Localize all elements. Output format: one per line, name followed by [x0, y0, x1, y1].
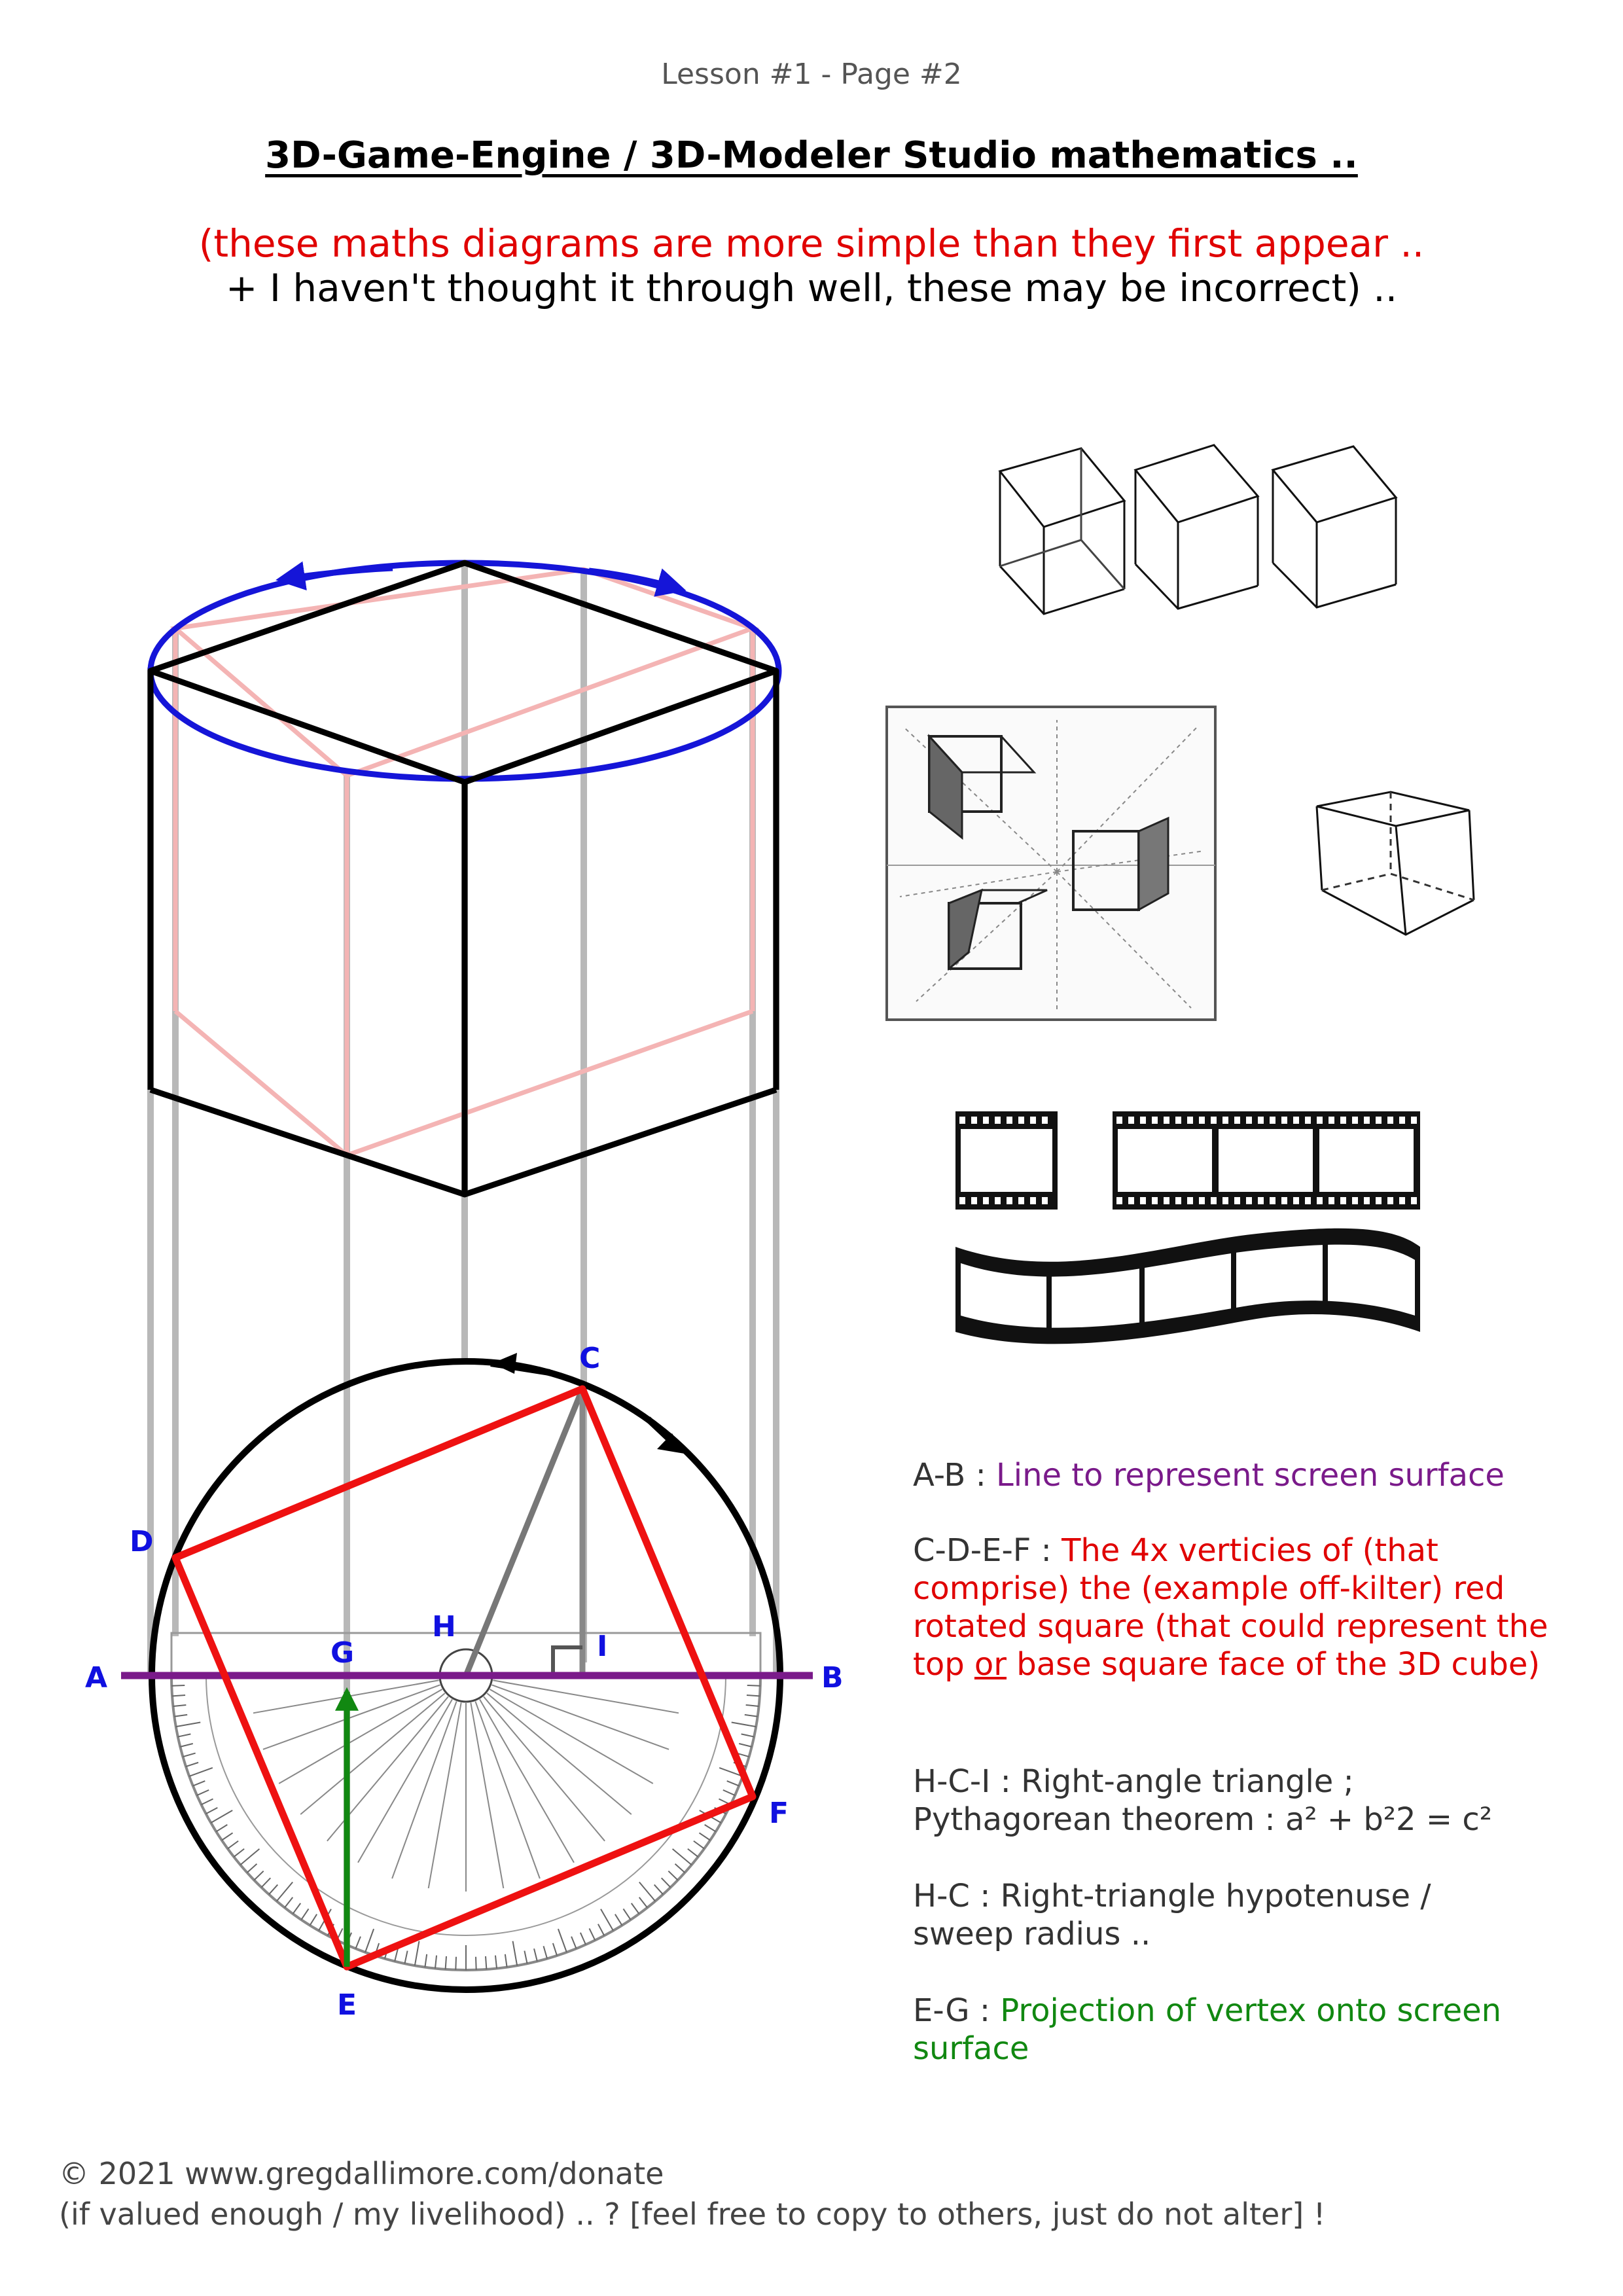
point-label-g: G — [330, 1636, 355, 1670]
legend-cdef-or: or — [974, 1646, 1007, 1683]
point-label-e: E — [337, 1988, 357, 2022]
point-label-d: D — [130, 1525, 154, 1558]
point-label-b: B — [821, 1661, 844, 1695]
legend-eg-key: E-G : — [913, 1992, 1001, 2029]
legend-hci-line-1: H-C-I : Right-angle triangle ; — [913, 1763, 1354, 1800]
wireframe-cube-1 — [1000, 448, 1124, 614]
film-strip-single — [955, 1111, 1058, 1210]
film-strip-wavy — [955, 1229, 1420, 1344]
footer-line-2: (if valued enough / my livelihood) .. ? [feel free to copy to others, just do not alter] ! — [59, 2197, 1326, 2232]
legend-eg-desc: Projection of vertex onto screen surface — [913, 1992, 1502, 2067]
legend-cdef-desc-2: base square face of the 3D cube) — [1007, 1646, 1541, 1683]
wireframe-cube-3 — [1273, 446, 1396, 607]
subtitle-line-1: (these maths diagrams are more simple than they first appear .. — [198, 221, 1425, 266]
legend-ab-desc: Line to represent screen surface — [996, 1457, 1505, 1494]
footer-line-1: © 2021 www.gregdallimore.com/donate — [59, 2156, 664, 2191]
page-title: 3D-Game-Engine / 3D-Modeler Studio mathematics .. — [265, 134, 1358, 177]
point-label-i: I — [597, 1630, 608, 1663]
legend-hci-line-2: Pythagorean theorem : a² + b²2 = c² — [913, 1801, 1492, 1838]
point-label-f: F — [769, 1797, 789, 1830]
legend-eg — [913, 1992, 1580, 2068]
projection-guides — [151, 563, 776, 1964]
legend-ab-key: A-B : — [913, 1457, 997, 1494]
legend-cdef-desc-1: The 4x verticies of (that comprise) the (example off-kilter) red rotated square (that could represent the top — [913, 1532, 1548, 1683]
legend-cdef — [913, 1532, 1580, 1683]
point-label-h: H — [432, 1610, 456, 1643]
legend-hc-line-1: H-C : Right-triangle hypotenuse / — [913, 1878, 1431, 1914]
dashed-wireframe-cube — [1317, 792, 1474, 935]
legend-hc-line-2: sweep radius .. — [913, 1916, 1151, 1952]
subtitle-line-2: + I haven't thought it through well, these may be incorrect) .. — [225, 266, 1398, 310]
point-label-c: C — [579, 1342, 601, 1375]
footer — [59, 2153, 1325, 2234]
point-label-a: A — [85, 1661, 108, 1695]
perspective-sketch — [887, 707, 1215, 1020]
wireframe-cube-2 — [1135, 445, 1258, 609]
lesson-label: Lesson #1 - Page #2 — [661, 58, 962, 91]
legend-ab — [913, 1456, 1580, 1494]
legend-hci — [913, 1763, 1580, 1839]
legend-hc — [913, 1877, 1580, 1953]
legend-cdef-key: C-D-E-F : — [913, 1532, 1062, 1569]
film-strip-triple — [1113, 1111, 1420, 1210]
